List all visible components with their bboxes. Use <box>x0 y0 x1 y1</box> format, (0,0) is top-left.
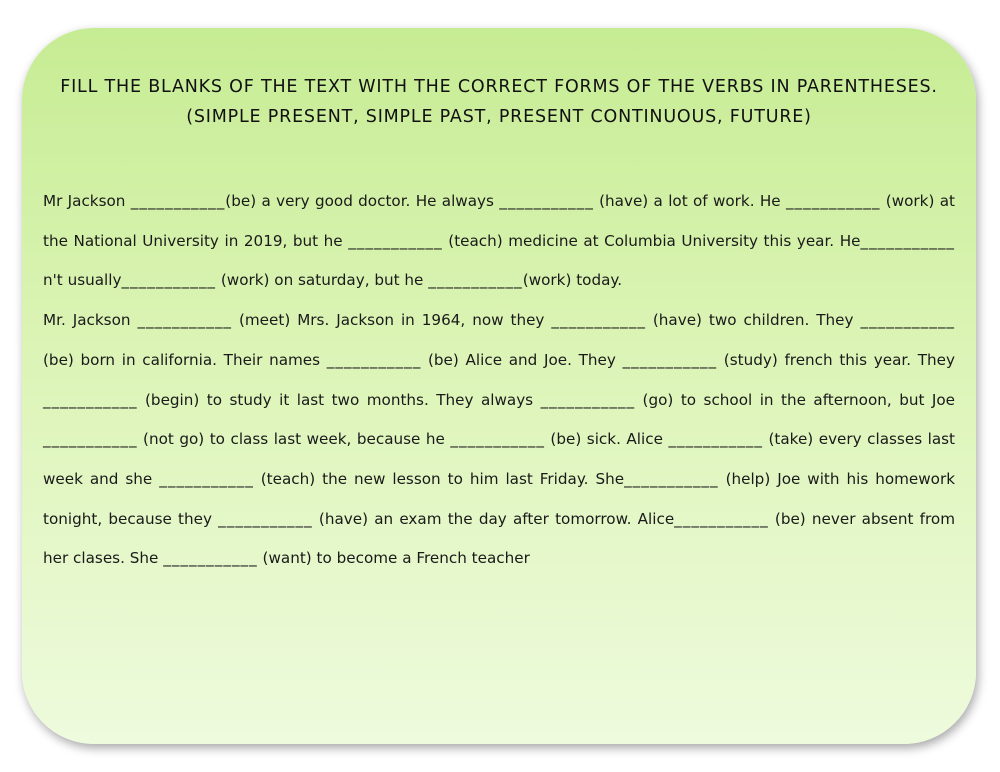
text-segment: (have) an exam the day after tomorrow. Alice <box>312 509 675 528</box>
text-segment: (begin) to study it last two months. They always <box>137 390 541 409</box>
text-segment: (teach) medicine at Columbia University this year. He <box>442 231 861 250</box>
text-segment: (be) sick. Alice <box>544 430 669 449</box>
text-segment: (not go) to class last week, because he <box>137 430 451 449</box>
paragraph-2 <box>43 301 955 579</box>
answer-blank[interactable]: ___________ <box>159 469 254 488</box>
answer-blank[interactable]: ___________ <box>860 231 955 250</box>
answer-blank[interactable]: ___________ <box>428 271 523 290</box>
answer-blank[interactable]: ___________ <box>624 469 719 488</box>
answer-blank[interactable]: ___________ <box>551 311 646 330</box>
answer-blank[interactable]: ___________ <box>785 192 881 210</box>
text-segment: (teach) the new lesson to him last Friday. She <box>253 469 625 488</box>
answer-blank[interactable]: ___________ <box>674 509 769 528</box>
answer-blank[interactable]: ___________ <box>668 430 763 449</box>
text-segment: (have) a lot of work. He <box>593 192 786 210</box>
text-segment: (work) today. <box>522 271 623 290</box>
answer-blank[interactable]: ___________ <box>43 390 138 409</box>
answer-blank[interactable]: ___________ <box>130 192 226 210</box>
text-segment: Mr. Jackson <box>43 311 138 330</box>
answer-blank[interactable]: ___________ <box>137 311 232 330</box>
answer-blank[interactable]: ___________ <box>348 231 443 250</box>
instructions-line-2: (SIMPLE PRESENT, SIMPLE PAST, PRESENT CONTINUOUS, FUTURE) <box>186 107 812 127</box>
answer-blank[interactable]: ___________ <box>218 509 313 528</box>
text-segment: (help) Joe with his homework tonight, because they <box>43 469 955 528</box>
worksheet-card <box>22 28 976 744</box>
instructions-line-1: FILL THE BLANKS OF THE TEXT WITH THE CORRECT FORMS OF THE VERBS IN PARENTHESES. <box>60 77 938 97</box>
answer-blank[interactable]: ___________ <box>163 549 258 568</box>
text-segment: (be) born in california. Their names <box>43 350 327 369</box>
answer-blank[interactable]: ___________ <box>43 430 138 449</box>
instructions-title <box>22 72 976 132</box>
text-segment: Mr Jackson <box>43 192 131 210</box>
text-segment: n't usually <box>43 271 122 290</box>
answer-blank[interactable]: ___________ <box>622 350 718 369</box>
text-segment: (be) Alice and Joe. They <box>421 350 623 369</box>
text-segment: (want) to become a French teacher <box>257 549 530 568</box>
text-segment: (have) two children. They <box>645 311 861 330</box>
text-segment: (go) to school in the afternoon, but Joe <box>635 390 955 409</box>
answer-blank[interactable]: ___________ <box>450 430 545 449</box>
text-segment: (study) french this year. They <box>717 350 955 369</box>
text-segment: (take) every classes last week and she <box>43 430 956 488</box>
answer-blank[interactable]: ___________ <box>499 192 594 210</box>
exercise-text <box>43 182 955 579</box>
text-segment: (work) at the National University in 2019, but he <box>43 192 955 250</box>
answer-blank[interactable]: ___________ <box>860 311 956 330</box>
answer-blank[interactable]: ___________ <box>540 390 636 409</box>
answer-blank[interactable]: ___________ <box>326 350 422 369</box>
paragraph-1 <box>43 182 955 301</box>
text-segment: (meet) Mrs. Jackson in 1964, now they <box>232 311 552 330</box>
text-segment: (be) never absent from her clases. She <box>43 509 955 568</box>
text-segment: (be) a very good doctor. He always <box>225 192 500 210</box>
text-segment: (work) on saturday, but he <box>216 271 429 290</box>
answer-blank[interactable]: ___________ <box>121 271 217 290</box>
